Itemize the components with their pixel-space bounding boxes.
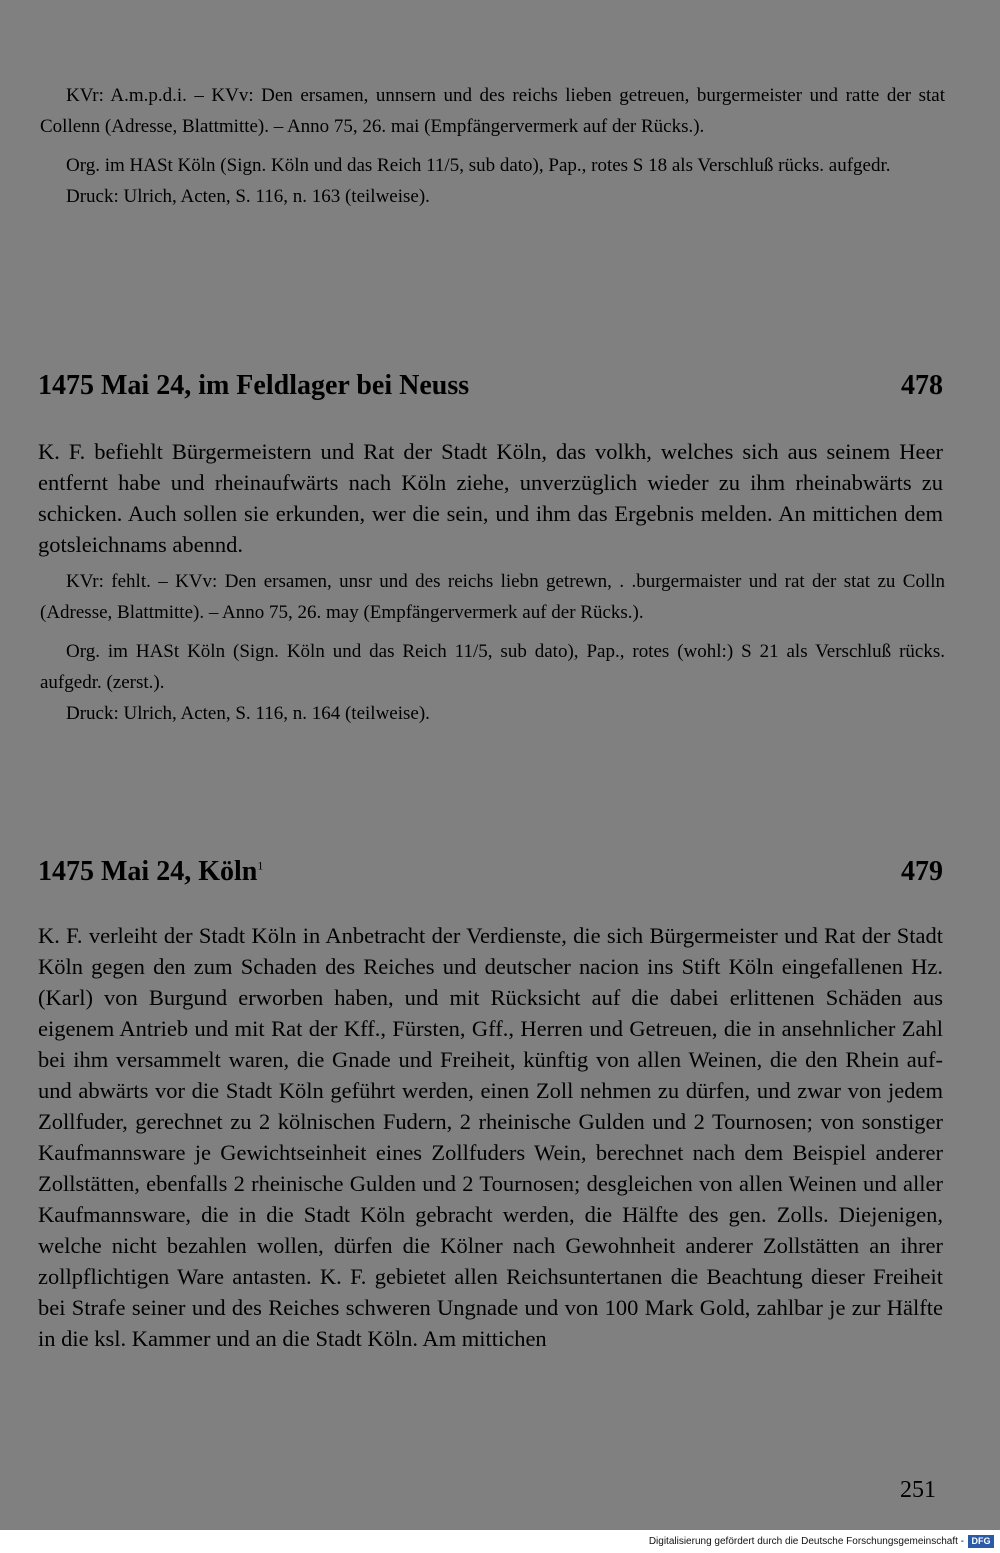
entry-heading-479 [38,856,943,888]
note-paragraph: KVr: A.m.p.d.i. – KVv: Den ersamen, unnsern und des reichs lieben getreuen, burgermeister und ratte der stat Collenn (Adresse, Blattmitte). – Anno 75, 26. mai (Empfängervermerk auf der Rücks.). [40,85,945,137]
digitization-footer [0,1530,1000,1553]
entry-date-place: 1475 Mai 24, im Feldlager bei Neuss [38,370,470,401]
entry-heading-text: 1475 Mai 24, Köln [38,856,258,887]
funding-notice: Digitalisierung gefördert durch die Deutsche Forschungsgemeinschaft - [648,1536,964,1547]
entry-heading-478 [38,370,943,402]
entry-number: 479 [901,856,943,887]
entry-number: 478 [901,370,943,401]
dfg-logo: DFG [968,1535,994,1548]
note-paragraph: Druck: Ulrich, Acten, S. 116, n. 163 (teilweise). [66,186,430,207]
note-paragraph: KVr: fehlt. – KVv: Den ersamen, unsr und des reichs liebn getrewn, . .burgermaister und rat der stat zu Colln (Adresse, Blattmitte). – Anno 75, 26. may (Empfängervermerk auf der Rücks.). [40,571,945,623]
note-paragraph: Org. im HASt Köln (Sign. Köln und das Reich 11/5, sub dato), Pap., rotes S 18 als Verschluß rücks. aufgedr. [66,155,891,176]
note-paragraph: Org. im HASt Köln (Sign. Köln und das Reich 11/5, sub dato), Pap., rotes (wohl:) S 21 als Verschluß rücks. aufgedr. (zerst.). [40,641,945,693]
entry-body-479 [38,920,943,1354]
footnote-mark: 1 [257,858,264,873]
entry-notes-478 [40,566,945,729]
previous-entry-notes [40,80,945,212]
entry-date-place [38,856,263,888]
page-number: 251 [900,1477,936,1503]
regest-text: K. F. verleiht der Stadt Köln in Anbetracht der Verdienste, die sich Bürgermeister und Rat der Stadt Köln gegen den zum Schaden des Reiches und deutscher nacion ins Stift Köln eingefallenen Hz. (Karl) von Burgund erworben haben, und mit Rücksicht auf die dabei erlittenen Schäden aus eigenem Antrieb und mit Rat der Kff., Fürsten, Gff., Herren und Getreuen, die in ansehnlicher Zahl bei ihm versammelt waren, die Gnade und Freiheit, künftig von allen Weinen, die den Rhein auf- und abwärts vor die Stadt Köln geführt werden, einen Zoll nehmen zu dürfen, und zwar von jedem Zollfuder, gerechnet zu 2 kölnischen Fudern, 2 rheinische Gulden und 2 Tournosen; von sonstiger Kaufmannsware je Gewichtseinheit eines Zollfuders Wein, berechnet nach dem Beispiel anderer Zollstätten, ebenfalls 2 rheinische Gulden und 2 Tournosen; desgleichen von allen Weinen und aller Kaufmannsware, die in die Stadt Köln gebracht werden, die Hälfte des gen. Zolls. Diejenigen, welche nicht bezahlen wollen, dürfen die Kölner nach Gewohnheit anderer Zollstätten an ihrer zollpflichtigen Ware antasten. K. F. gebietet allen Reichsuntertanen die Beachtung dieser Freiheit bei Strafe seiner und des Reiches schweren Ungnade und von 100 Mark Gold, zahlbar je zur Hälfte in die ksl. Kammer und an die Stadt Köln. Am mittichen [38,923,943,1351]
regest-text: K. F. befiehlt Bürgermeistern und Rat der Stadt Köln, das volkh, welches sich aus seinem Heer entfernt habe und rheinaufwärts nach Köln ziehe, unverzüglich wieder zu ihm rheinabwärts zu schicken. Auch sollen sie erkunden, wer die sein, und ihm das Ergebnis melden. An mittichen dem gotsleichnams abennd. [38,439,943,557]
note-paragraph: Druck: Ulrich, Acten, S. 116, n. 164 (teilweise). [66,703,430,724]
entry-body-478 [38,436,943,560]
